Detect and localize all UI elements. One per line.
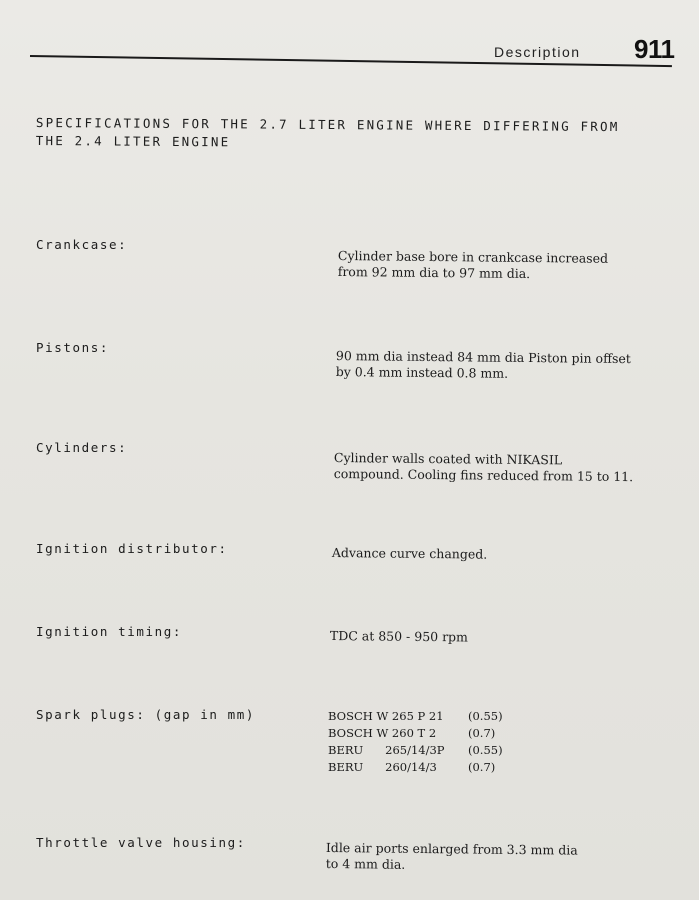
spark-plug-gap: (0.55) <box>468 743 503 757</box>
spark-plug-gap: (0.7) <box>468 760 496 774</box>
spec-value-ignition-timing: TDC at 850 - 950 rpm <box>329 628 469 645</box>
spark-plug-model: BERU 260/14/3 <box>328 760 437 774</box>
document-title: SPECIFICATIONS FOR THE 2.7 LITER ENGINE WHERE DIFFERING FROM THE 2.4 LITER ENGINE <box>35 114 620 150</box>
spark-plug-model: BOSCH W 265 P 21 <box>328 709 444 723</box>
spec-label-pistons: Pistons: <box>36 340 110 355</box>
spec-label-throttle-valve-housing: Throttle valve housing: <box>36 835 246 850</box>
spark-plug-model: BERU 265/14/3P <box>328 743 445 757</box>
spark-plug-gap: (0.7) <box>468 726 496 740</box>
spec-label-ignition-timing: Ignition timing: <box>36 624 183 639</box>
spec-label-spark-plugs: Spark plugs: (gap in mm) <box>36 707 256 722</box>
spec-value-ignition-distributor: Advance curve changed. <box>331 545 488 562</box>
spec-label-crankcase: Crankcase: <box>36 237 128 252</box>
spec-label-ignition-distributor: Ignition distributor: <box>36 541 228 556</box>
spec-label-cylinders: Cylinders: <box>36 440 128 455</box>
spark-plug-model: BOSCH W 260 T 2 <box>328 726 437 740</box>
spec-value-pistons: 90 mm dia instead 84 mm dia Piston pin offset by 0.4 mm instead 0.8 mm. <box>335 348 631 381</box>
model-number: 911 <box>634 34 675 64</box>
spec-value-throttle-valve-housing: Idle air ports enlarged from 3.3 mm dia to 4 mm dia. <box>325 840 578 872</box>
spark-plug-gap: (0.55) <box>468 709 503 723</box>
section-header: Description <box>494 44 581 60</box>
spec-value-cylinders: Cylinder walls coated with NIKASIL compound. Cooling fins reduced from 15 to 11. <box>333 450 634 485</box>
spec-value-crankcase: Cylinder base bore in crankcase increased from 92 mm dia to 97 mm dia. <box>337 248 609 282</box>
